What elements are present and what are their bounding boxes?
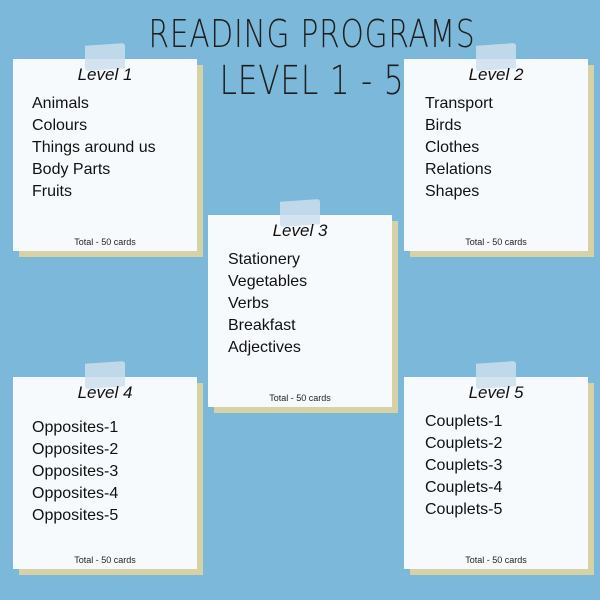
topic-item: Adjectives	[228, 339, 301, 356]
topic-item: Vegetables	[228, 273, 308, 290]
card-level-label: Level 5	[468, 383, 524, 402]
card-topic-list	[228, 249, 307, 359]
topic-item: Couplets-1	[425, 413, 503, 430]
topic-item: Couplets-5	[425, 501, 503, 518]
topic-item: Opposites-2	[32, 441, 119, 458]
topic-item: Stationery	[228, 251, 301, 268]
card-level-4	[13, 377, 197, 569]
card-total: Total - 50 cards	[74, 555, 136, 565]
topic-item: Opposites-3	[32, 463, 119, 480]
topic-item: Opposites-4	[32, 485, 119, 502]
topic-item: Couplets-4	[425, 479, 503, 496]
poster-title: READING PROGRAMS	[148, 12, 476, 56]
topic-item: Body Parts	[32, 161, 111, 178]
topic-item: Shapes	[425, 183, 480, 200]
card-level-2	[404, 59, 588, 251]
topic-item: Animals	[32, 95, 89, 112]
card-total: Total - 50 cards	[465, 237, 527, 247]
topic-item: Birds	[425, 117, 462, 134]
card-topic-list	[425, 411, 502, 521]
card-total: Total - 50 cards	[465, 555, 527, 565]
poster-subtitle: LEVEL 1 - 5	[219, 58, 405, 104]
card-level-label: Level 3	[272, 221, 328, 240]
card-topic-list	[32, 93, 156, 203]
card-level-5	[404, 377, 588, 569]
card-level-label: Level 4	[77, 383, 133, 402]
topic-item: Clothes	[425, 139, 480, 156]
topic-item: Couplets-3	[425, 457, 503, 474]
card-total: Total - 50 cards	[74, 237, 136, 247]
card-topic-list	[425, 93, 493, 203]
card-total: Total - 50 cards	[269, 393, 331, 403]
topic-item: Colours	[32, 117, 88, 134]
card-level-label: Level 2	[468, 65, 524, 84]
topic-item: Couplets-2	[425, 435, 503, 452]
topic-item: Transport	[425, 95, 493, 112]
topic-item: Fruits	[32, 183, 72, 200]
topic-item: Things around us	[32, 139, 156, 156]
card-level-1	[13, 59, 197, 251]
topic-item: Verbs	[228, 295, 269, 312]
topic-item: Opposites-5	[32, 507, 119, 524]
card-level-label: Level 1	[77, 65, 133, 84]
topic-item: Breakfast	[228, 317, 296, 334]
card-topic-list	[32, 417, 118, 527]
topic-item: Opposites-1	[32, 419, 119, 436]
topic-item: Relations	[425, 161, 492, 178]
card-level-3	[208, 215, 392, 407]
